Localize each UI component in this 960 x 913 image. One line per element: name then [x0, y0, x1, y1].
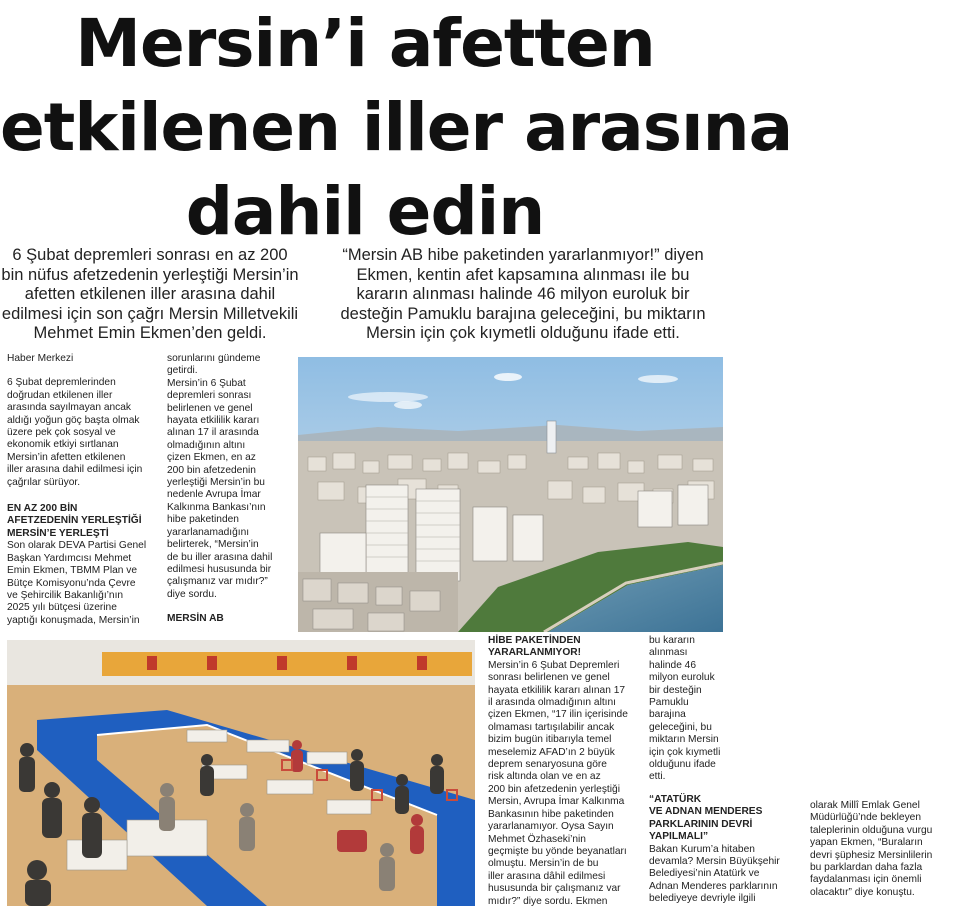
body-line: 2025 yılı bütçesi üzerine — [7, 602, 117, 614]
deck-right — [318, 246, 728, 344]
subhead-line: AFETZEDENİN YERLEŞTİĞİ — [7, 515, 142, 527]
body-line: 6 Şubat depremlerinden — [7, 377, 116, 389]
body-line: meselemiz AFAD’ın 2 büyük — [488, 746, 615, 758]
body-line: halinde 46 — [649, 659, 697, 671]
subhead-line: MERSİN AB — [167, 613, 224, 625]
body-line: bizim bugün itibarıyla temel — [488, 734, 612, 746]
subhead-line: EN AZ 200 BİN — [7, 503, 78, 515]
body-line: iller arasına dahil edilmesi için — [7, 464, 143, 476]
body-line: depremleri sonrası — [167, 390, 252, 402]
body-line: Bakan Kurum’a hitaben — [649, 843, 755, 855]
body-line: iller arasına dâhil edilmesi — [488, 870, 606, 882]
body-line: çizen Ekmen, “17 ilin içerisinde — [488, 709, 628, 721]
body-line: sonrası belirlenen ve genel — [488, 672, 610, 684]
body-line: yararlanamadığını — [167, 526, 250, 538]
body-line: yapan Ekmen, “Buraların — [810, 837, 923, 849]
body-line: çizen Ekmen, en az — [167, 452, 256, 464]
headline-line: dahil edin — [185, 173, 545, 250]
body-line: getirdi. — [167, 365, 198, 377]
headline — [0, 0, 793, 254]
headline-line: etkilenen iller arasına — [0, 89, 793, 166]
body-line: Mersin, Avrupa İmar Kalkınma — [488, 796, 625, 808]
deck-line: “Mersin AB hibe paketinden yararlanmıyor!” diyen — [342, 246, 704, 264]
body-line: 200 bin afetzedenin yerleştiği — [488, 783, 620, 795]
body-line: alınan 17 il arasında — [167, 427, 259, 439]
body-line: de bu iller arasına dahil — [167, 551, 273, 563]
body-line: belirlenen ve genel — [167, 402, 253, 414]
body-line: doğrudan etkilenen iller — [7, 389, 113, 401]
column-4 — [649, 635, 799, 906]
subhead-line: HİBE PAKETİNDEN — [488, 635, 581, 646]
body-line: hususunda bir çalışmanız var — [488, 883, 621, 895]
body-line: yerleştiği Mersin’in bu — [167, 477, 265, 489]
deck-line: Ekmen, kentin afet kapsamına alınması ile bu — [356, 265, 690, 284]
column-5 — [810, 800, 955, 899]
body-line: hayata etkililik kararı — [167, 415, 260, 427]
column-1 — [7, 353, 157, 627]
body-line: barajına — [649, 709, 686, 721]
body-line: devri şüphesiz Mersinlilerin — [810, 849, 933, 861]
body-line: bu kararın — [649, 635, 695, 646]
body-line: belirterek, “Mersin’in — [167, 539, 259, 551]
headline-line: Mersin’i afetten — [75, 5, 655, 82]
body-line: Bütçe Komisyonu’nda Çevre — [7, 577, 136, 589]
column-3 — [488, 635, 648, 908]
body-line: risk altında olan ve en az — [488, 771, 601, 783]
column-2 — [167, 353, 295, 626]
byline: Haber Merkezi — [7, 353, 74, 364]
body-line: sorunlarını gündeme — [167, 353, 261, 364]
body-line: mıdır?” diye sordu. Ekmen — [488, 895, 608, 907]
body-line: il arasında olmadığının altını — [488, 697, 616, 709]
subhead-line: VE ADNAN MENDERES — [649, 806, 763, 818]
body-line: belediyeye devriyle ilgili — [649, 893, 756, 905]
subhead-line: PARKLARININ DEVRİ — [649, 818, 753, 830]
deck-line: Mersin için çok kıymetli olduğunu ifade etti. — [366, 324, 680, 342]
body-line: Mehmet Özhaseki’nin — [488, 833, 586, 845]
body-line: Müdürlüğü’nde bekleyen — [810, 812, 922, 824]
body-line: olduğunu ifade — [649, 759, 716, 771]
body-line: olmaması tartışılabilir ancak — [488, 721, 615, 733]
body-line: miktarın Mersin — [649, 734, 719, 746]
body-line: için çok kıymetli — [649, 746, 721, 758]
deck-line: desteğin Pamuklu barajına geleceğini, bu miktarın — [340, 304, 706, 323]
deck-line: edilmesi için son çağrı Mersin Milletvekili — [1, 304, 299, 323]
deck-line: kararın alınması halinde 46 milyon euroluk bir — [356, 285, 690, 303]
body-line: hibe paketinden — [167, 514, 239, 526]
body-line: çağrılar sürüyor. — [7, 476, 81, 488]
body-line: devamla? Mersin Büyükşehir — [649, 855, 780, 867]
body-line: olacaktır” diye konuştu. — [810, 886, 915, 898]
body-line: olmadığının altını — [167, 439, 246, 451]
deck-line: afetten etkilenen iller arasına dahil — [24, 285, 276, 303]
body-line: Mersin’in 6 Şubat — [167, 377, 246, 389]
body-line: Belediyesi’nin Atatürk ve — [649, 868, 760, 880]
body-line: milyon euroluk — [649, 672, 715, 684]
subhead-line: MERSİN’E YERLEŞTİ — [7, 527, 109, 539]
deck-left — [0, 246, 300, 344]
body-line: etti. — [649, 771, 666, 783]
shelter-illustration — [7, 640, 475, 906]
body-line: yararlanamıyor. Oysa Sayın — [488, 821, 614, 833]
body-line: ve Şehircilik Bakanlığı’nın — [7, 589, 124, 601]
subhead-line: YARARLANMIYOR! — [488, 647, 582, 659]
body-line: yaptığı konuşmada, Mersin’in — [7, 614, 140, 626]
body-line: Pamuklu — [649, 697, 689, 709]
body-line: Bankasının hibe paketinden — [488, 808, 614, 820]
body-line: edilmesi hususunda bir — [167, 563, 272, 575]
body-line: çalışmanız var mıdır?” — [167, 576, 268, 588]
deck-line: Mehmet Emin Ekmen’den geldi. — [33, 324, 267, 342]
body-line: deprem senaryosuna göre — [488, 759, 607, 771]
body-line: aldığı yoğun göç başta olmak — [7, 414, 140, 426]
subhead-line: YAPILMALI” — [649, 831, 709, 843]
body-line: nedenle Avrupa İmar — [167, 489, 261, 501]
body-line: faydalanması için önemli — [810, 874, 922, 886]
body-line: Mersin’in afetten etkilenen — [7, 451, 126, 463]
body-line: arasında sayılmayan ancak — [7, 402, 132, 414]
subhead-line: “ATATÜRK — [649, 793, 702, 805]
body-line: geçmişte bu yönde beyanatları — [488, 845, 627, 857]
body-line: Son olarak DEVA Partisi Genel — [7, 540, 147, 552]
deck-line: 6 Şubat depremleri sonrası en az 200 — [12, 246, 288, 264]
shelter-hall-photo — [7, 640, 475, 906]
body-line: olmuştu. Mersin’in de bu — [488, 858, 599, 870]
body-line: hayata etkililik kararı alınan 17 — [488, 684, 626, 696]
body-line: ekonomik etkiyi sırtlanan — [7, 439, 119, 451]
body-line: Emin Ekmen, TBMM Plan ve — [7, 565, 138, 577]
mersin-city-photo — [298, 357, 723, 632]
body-line: diye sordu. — [167, 588, 217, 600]
body-line: alınması — [649, 647, 688, 659]
city-illustration — [298, 357, 723, 632]
body-line: bu parklardan daha fazla — [810, 862, 923, 874]
body-line: bir desteğin — [649, 684, 702, 696]
body-line: Kalkınma Bankası’nın — [167, 501, 266, 513]
body-line: Başkan Yardımcısı Mehmet — [7, 552, 132, 564]
body-line: Mersin’in 6 Şubat Depremleri — [488, 659, 620, 671]
body-line: Adnan Menderes parklarının — [649, 880, 778, 892]
body-line: geleceğini, bu — [649, 721, 712, 733]
body-line: olarak Millî Emlak Genel — [810, 800, 920, 811]
body-line: 200 bin afetzedenin — [167, 464, 256, 476]
body-line: taleplerinin olduğuna vurgu — [810, 824, 933, 836]
body-line: üzere pek çok sosyal ve — [7, 427, 116, 439]
deck-line: bin nüfus afetzedenin yerleştiği Mersin’in — [1, 265, 299, 284]
